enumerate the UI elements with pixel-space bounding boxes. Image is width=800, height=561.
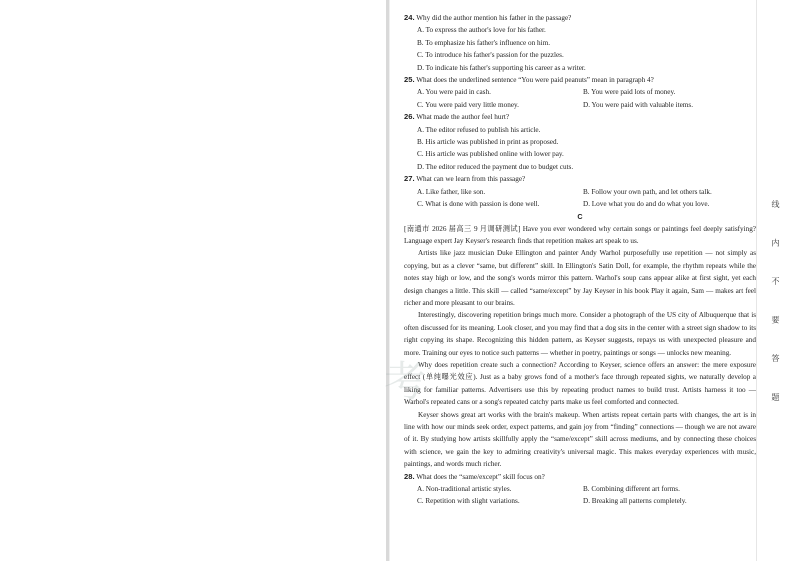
watermark-glyph: 考 [384, 357, 426, 406]
question-25 [404, 74, 756, 86]
option-28a: A. Non-traditional artistic styles. [417, 485, 512, 494]
option-28d: D. Breaking all patterns completely. [583, 497, 687, 506]
margin-notice: 线 内 不 要 答 题 [771, 200, 780, 415]
question-number: 24. [404, 13, 415, 22]
option-25c: C. You were paid very little money. [417, 100, 519, 109]
option-28c: C. Repetition with slight variations. [417, 497, 520, 506]
question-27 [404, 173, 756, 185]
option-25a: A. You were paid in cash. [417, 88, 491, 97]
option-24c: C. To introduce his father's passion for the puzzles. [417, 51, 564, 60]
options-row [404, 495, 756, 507]
options-row [404, 198, 756, 210]
option-24b: B. To emphasize his father's influence on him. [417, 38, 550, 47]
options-row [404, 186, 756, 198]
option-27b: B. Follow your own path, and let others talk. [583, 187, 712, 196]
watermark-icon [382, 352, 426, 406]
question-stem: What can we learn from this passage? [416, 175, 526, 184]
source-tag: [南通市 2026 届高三 9 月调研测试] [404, 224, 521, 233]
question-24 [404, 12, 756, 24]
question-number: 27. [404, 174, 415, 184]
paragraph-text: Have you ever wondered why certain songs or paintings feel deeply satisfying? Language expert Jay Keyser's research finds that repetition makes art speak to us. [404, 224, 756, 245]
options-row [404, 483, 756, 495]
watermark-seal [382, 352, 426, 406]
passage-paragraph-1 [404, 223, 756, 248]
question-number: 28. [404, 471, 415, 481]
option-26d: D. The editor reduced the payment due to budget cuts. [417, 162, 574, 171]
binding-margin [760, 200, 790, 460]
passage-paragraph-4: Why does repetition create such a connection? According to Keyser, science offers an answer: the mere exposure effect (单纯曝光效应). Just as a baby grows fond of a mother's face through repeated sights, we naturally develop a liking for familiar patterns. Advertisers use this by repeating product names to build trust. Artists harness it too — Warhol's repeated cans or a song's repeated catchy parts make us feel comforted and connected. [404, 360, 756, 407]
page-fold-shadow [389, 0, 390, 561]
question-28 [404, 471, 756, 483]
question-stem: What does the underlined sentence “You were paid peanuts” mean in paragraph 4? [416, 76, 654, 85]
question-stem: Why did the author mention his father in the passage? [416, 14, 572, 22]
question-number: 26. [404, 112, 415, 122]
option-24a: A. To express the author's love for his father. [417, 26, 546, 35]
question-stem: What made the author feel hurt? [416, 113, 510, 122]
passage-paragraph-3: Interestingly, discovering repetition brings much more. Consider a photograph of the US city of Albuquerque that is often discussed for its meaning. Look closer, and you may find that a dog sits in the center with a street sign shadow to its right copying its shape. Recognizing this hidden pattern, as Keyser suggests, repays us with unexpected pleasure and more. Training our eyes to notice such patterns — whether in poetry, paintings or songs — unlocks new meaning. [404, 311, 756, 357]
option-25d: D. You were paid with valuable items. [583, 100, 693, 109]
option-26a: A. The editor refused to publish his article. [417, 125, 541, 134]
option-27c: C. What is done with passion is done well. [417, 200, 540, 209]
section-heading: C [577, 211, 583, 221]
question-26 [404, 111, 756, 123]
passage-paragraph-2: Artists like jazz musician Duke Ellington and painter Andy Warhol purposefully use repetition — not simply as copying, but as a clever “same, but different” skill. In Ellington's Satin Doll, for example, the rhythm repeats while the notes stay high or low, and the song's words mirror this pattern. Warhol's soup cans appear alike at first sight, yet each design changes a little. This skill — called “same/except” by Jay Keyser in his book Play it again, Sam — makes art feel richer and more pleasant to our brains. [404, 249, 756, 307]
exam-page [404, 12, 756, 508]
option-27d: D. Love what you do and do what you love. [583, 200, 710, 209]
question-number: 25. [404, 75, 415, 85]
binding-line [756, 0, 757, 561]
option-28b: B. Combining different art forms. [583, 485, 680, 494]
options-row [404, 86, 756, 98]
options-row [404, 99, 756, 111]
option-25b: B. You were paid lots of money. [583, 88, 676, 97]
option-27a: A. Like father, like son. [417, 187, 486, 196]
option-26c: C. His article was published online with lower pay. [417, 150, 564, 159]
passage-paragraph-5: Keyser shows great art works with the brain's makeup. When artists repeat certain parts with changes, the art is in line with how our minds seek order, expect patterns, and gain joy from “finding” connections — though we are not aware of it. By studying how artists skillfully apply the “same/except” skill across mediums, and by connecting these choices with science, we gain the key to admiring creativity's universal magic. This makes everyday experiences with music, paintings, and words much richer. [404, 410, 756, 469]
option-24d: D. To indicate his father's supporting his career as a writer. [417, 63, 586, 72]
option-26b: B. His article was published in print as proposed. [417, 138, 559, 147]
question-stem: What does the “same/except” skill focus on? [416, 472, 545, 481]
